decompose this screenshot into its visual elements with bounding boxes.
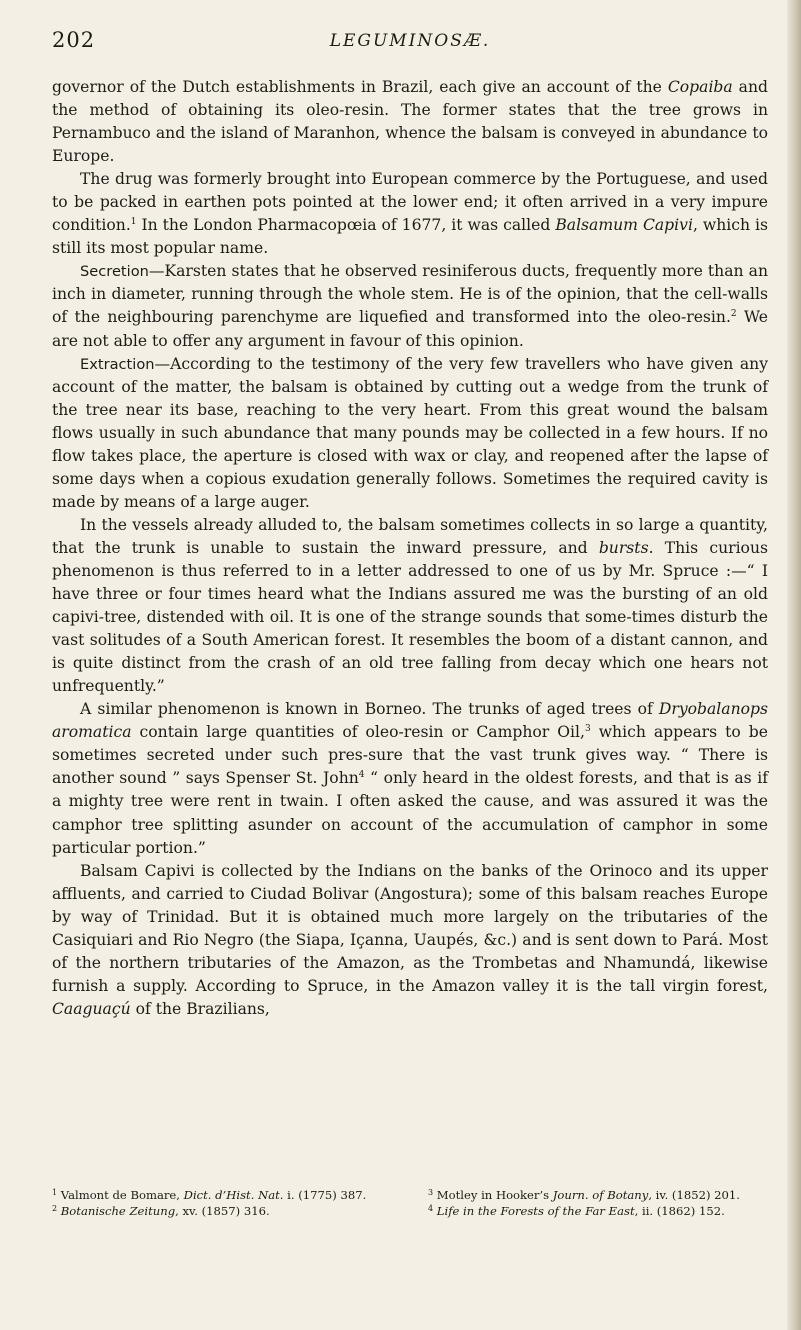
footnote-4: $^4$ Life in the Forests of the Far East, ii. (1862) 152. [428,1203,725,1218]
footnote-2: $^2$ Botanische Zeitung, xv. (1857) 316. [52,1203,270,1218]
paragraph-collection: Balsam Capivi is collected by the Indians on the banks of the Orinoco and its upper affluents, and carried to Ciudad Bolivar (Angostura); some of this balsam reaches Europe by way of Trinidad. But it is obtained much more largely on the tributaries of the Casiquiari and Rio Negro (the Siapa, Içanna, Uaupés, &c.) and is sent down to Pará. Most of the northern tributaries of the Amazon, as the Trombetas and Nhamundá, likewise furnish a supply. According to Spruce, in the Amazon valley it is the tall virgin forest, Caaguaçú of the Brazilians, [52,861,768,1018]
footnote-ref-2[interactable]: 2 [730,309,737,320]
heading-extraction: Extraction [80,355,155,373]
footnote-ref-3[interactable]: 3 [584,724,591,735]
page-edge [787,0,801,1330]
body-text [52,76,768,1021]
term-dryobalanops: Dryobalanops aromatica [52,700,768,742]
paragraph-borneo: A similar phenomenon is known in Borneo. The trunks of aged trees of Dryobalanops aromatica contain large quantities of oleo-resin or Camphor Oil,$^3$ which appears to be sometimes secreted under such pres-sure that the vast trunk gives way. “ There is another sound ” says Spenser St. John$^4$ “ only heard in the oldest forests, and that is as if a mighty tree were rent in twain. I often asked the cause, and was assured it was the camphor tree splitting asunder on account of the accumulation of camphor in some particular portion.” [52,700,768,857]
paragraph-extraction: Extraction—According to the testimony of the very few travellers who have given any account of the matter, the balsam is obtained by cutting out a wedge from the trunk of the tree near its base, reaching to the very heart. From this great wound the balsam flows usually in such abundance that many pounds may be collected in a few hours. If no flow takes place, the aperture is closed with wax or clay, and reopened after the lapse of some days when a copious exudation generally follows. Sometimes the required cavity is made by means of a large auger. [52,354,768,511]
page-header [52,28,768,58]
heading-secretion: Secretion [80,263,149,281]
paragraph-commerce: The drug was formerly brought into European commerce by the Portuguese, and used to be packed in earthen pots pointed at the lower end; it often arrived in a very impure condition.$^1$ In the London Pharmacopœia of 1677, it was called Balsamum Capivi, which is still its most popular name. [52,170,769,258]
footnotes-left [52,1188,392,1219]
term-caaguacu: Caaguaçú [52,999,131,1018]
term-bursts: bursts [598,538,649,557]
paragraph-secretion: Secretion—Karsten states that he observed resiniferous ducts, frequently more than an inch in diameter, running through the whole stem. He is of the opinion, that the cell-walls of the neighbouring parenchyme are liquefied and transformed into the oleo-resin.$^2$ We are not able to offer any argument in favour of this opinion. [52,262,768,350]
footnotes-right [428,1188,768,1219]
term-balsamum-capivi: Balsamum Capivi [555,216,693,235]
page-number: 202 [52,28,96,52]
paragraph-bursts: In the vessels already alluded to, the balsam sometimes collects in so large a quantity, that the trunk is unable to sustain the inward pressure, and bursts. This curious phenomenon is thus referred to in a letter addressed to one of us by Mr. Spruce :—“ I have three or four times heard what the Indians assured me was the bursting of an old capivi-tree, distended with oil. It is one of the strange sounds that some-times disturb the vast solitudes of a South American forest. It resembles the boom of a distant cannon, and is quite distinct from the crash of an old tree falling from decay which one hears not unfrequently.” [52,515,768,696]
footnote-3: $^3$ Motley in Hooker’s Journ. of Botany, iv. (1852) 201. [428,1188,740,1202]
footnotes [52,1188,768,1219]
footnote-ref-1[interactable]: 1 [130,217,137,228]
term-copaiba: Copaiba [667,78,733,96]
footnote-ref-4[interactable]: 4 [358,770,365,781]
footnote-1: $^1$ Valmont de Bomare, Dict. d’Hist. Nat. i. (1775) 387. [52,1188,367,1202]
running-title: LEGUMINOSÆ. [329,31,491,51]
paragraph-copaiba-account: governor of the Dutch establishments in Brazil, each give an account of the Copaiba and the method of obtaining its oleo-resin. The former states that the tree grows in Pernambuco and the island of Maranhon, whence the balsam is conveyed in abundance to Europe. [52,78,768,166]
